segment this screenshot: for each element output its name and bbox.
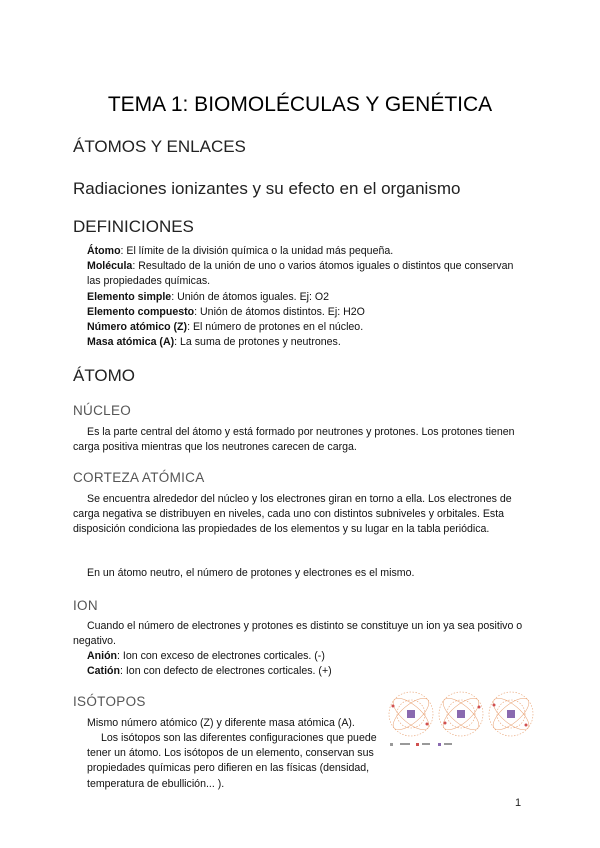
heading-ion: ION <box>73 598 98 613</box>
anion-line: Anión: Ion con exceso de electrones corticales. (-) <box>87 650 325 662</box>
isotope-atoms-image <box>386 689 536 751</box>
definition-item: Elemento simple: Unión de átomos iguales. Ej: O2 <box>87 290 330 303</box>
atom-diagram <box>388 692 433 736</box>
definition-item: Átomo: El límite de la división química o la unidad más pequeña. <box>87 245 394 257</box>
heading-nucleo: NÚCLEO <box>73 403 132 418</box>
page-number: 1 <box>515 797 522 809</box>
definition-item: Molécula: Resultado de la unión de uno o varios átomos iguales o distintos que conservan las propiedades químicas. <box>87 260 514 288</box>
paragraph-isotopos-1: Mismo número atómico (Z) y diferente masa atómica (A). <box>87 717 355 729</box>
cation-line: Catión: Ion con defecto de electrones corticales. (+) <box>87 665 332 677</box>
heading-isotopos: ISÓTOPOS <box>73 694 146 709</box>
definitions-list <box>87 244 527 350</box>
atom-legend <box>390 743 452 746</box>
document-title: TEMA 1: BIOMOLÉCULAS Y GENÉTICA <box>107 93 493 116</box>
atom-diagram <box>488 692 533 736</box>
paragraph-corteza-2: En un átomo neutro, el número de protones y electrones es el mismo. <box>87 567 415 579</box>
isotopos-text: Los isótopos son las diferentes configuraciones que puede tener un átomo. Los isótopos de un elemento, conservan sus propiedades químicas pero difieren en las físicas (densidad, temperatura de ebullición... ). <box>87 732 377 790</box>
definition-item: Elemento compuesto: Unión de átomos distintos. Ej: H2O <box>87 305 365 318</box>
heading-atomos-enlaces: ÁTOMOS Y ENLACES <box>73 137 246 156</box>
heading-atomo: ÁTOMO <box>73 366 136 385</box>
paragraph-nucleo: Es la parte central del átomo y está formado por neutrones y protones. Los protones tienen carga positiva mientras que los neutrones carecen de carga. <box>73 426 515 454</box>
paragraph-ion: Cuando el número de electrones y protones es distinto se constituye un ion ya sea positivo o negativo. <box>73 620 523 648</box>
heading-definiciones: DEFINICIONES <box>73 217 194 236</box>
paragraph-corteza: Se encuentra alrededor del núcleo y los electrones giran en torno a ella. Los electrones de carga negativa se distribuyen en niveles, cada uno con distintos subniveles y orbitales. Esta disposición condiciona las propiedades de los elementos y su lugar en la tabla periódica. <box>73 493 512 536</box>
definition-item: Masa atómica (A): La suma de protones y neutrones. <box>87 336 341 349</box>
atom-diagram <box>438 692 483 736</box>
heading-radiaciones: Radiaciones ionizantes y su efecto en el organismo <box>73 179 461 198</box>
definition-item: Número atómico (Z): El número de protones en el núcleo. <box>87 321 364 334</box>
heading-corteza: CORTEZA ATÓMICA <box>73 470 205 485</box>
